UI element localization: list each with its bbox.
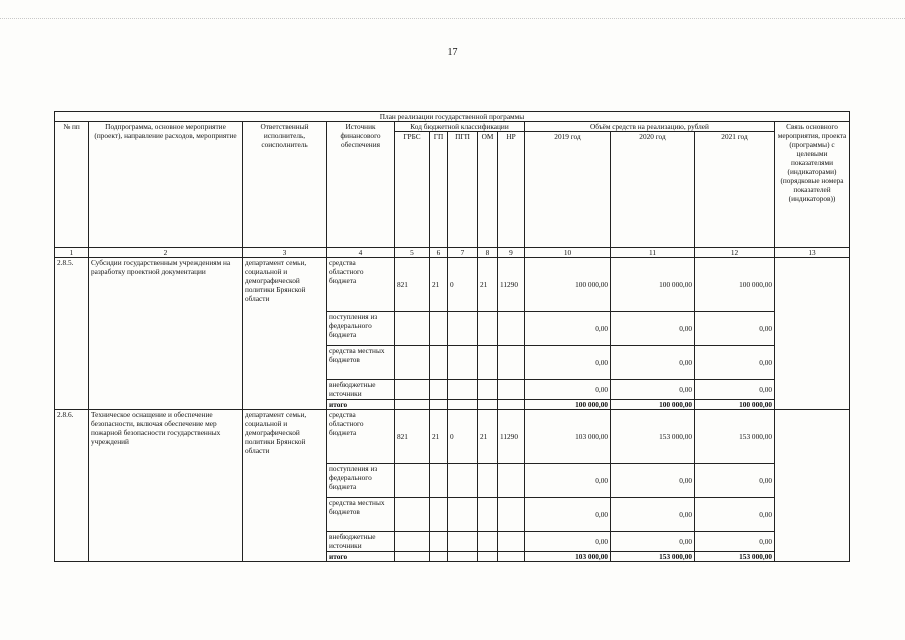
column-number: 4 bbox=[327, 248, 395, 258]
code-pgp bbox=[448, 380, 478, 400]
code-om bbox=[478, 498, 498, 532]
column-number: 6 bbox=[430, 248, 448, 258]
amount-2020: 0,00 bbox=[611, 312, 695, 346]
header-2019: 2019 год bbox=[525, 132, 611, 248]
column-number: 3 bbox=[243, 248, 327, 258]
funding-source: средства местных бюджетов bbox=[327, 498, 395, 532]
header-pgp: ПГП bbox=[448, 132, 478, 248]
amount-2021: 0,00 bbox=[695, 464, 775, 498]
code-grbs bbox=[395, 312, 430, 346]
amount-2020: 100 000,00 bbox=[611, 258, 695, 312]
column-number: 2 bbox=[89, 248, 243, 258]
code-om bbox=[478, 312, 498, 346]
amount-2020: 0,00 bbox=[611, 532, 695, 552]
code-np bbox=[498, 312, 525, 346]
header-classification: Код бюджетной классификации bbox=[395, 122, 525, 132]
code-np bbox=[498, 498, 525, 532]
code-gp bbox=[430, 380, 448, 400]
amount-2021: 0,00 bbox=[695, 312, 775, 346]
item-number: 2.8.5. bbox=[55, 258, 89, 410]
amount-2020: 0,00 bbox=[611, 380, 695, 400]
code-np bbox=[498, 346, 525, 380]
amount-2020: 153 000,00 bbox=[611, 552, 695, 562]
table-title: План реализации государственной программы bbox=[55, 112, 850, 122]
header-grbs: ГРБС bbox=[395, 132, 430, 248]
item-responsible: департамент семьи, социальной и демографической политики Брянской области bbox=[243, 410, 327, 562]
code-pgp bbox=[448, 464, 478, 498]
code-pgp: 0 bbox=[448, 410, 478, 464]
code-om: 21 bbox=[478, 410, 498, 464]
code-pgp bbox=[448, 532, 478, 552]
amount-2020: 0,00 bbox=[611, 346, 695, 380]
amount-2021: 0,00 bbox=[695, 498, 775, 532]
amount-2019: 103 000,00 bbox=[525, 410, 611, 464]
header-volume: Объём средств на реализацию, рублей bbox=[525, 122, 775, 132]
column-number: 9 bbox=[498, 248, 525, 258]
code-gp bbox=[430, 346, 448, 380]
code-grbs bbox=[395, 532, 430, 552]
header-np: НР bbox=[498, 132, 525, 248]
code-grbs: 821 bbox=[395, 258, 430, 312]
header-num: № пп bbox=[55, 122, 89, 248]
code-om bbox=[478, 532, 498, 552]
column-number: 5 bbox=[395, 248, 430, 258]
amount-2019: 0,00 bbox=[525, 498, 611, 532]
funding-source: средства местных бюджетов bbox=[327, 346, 395, 380]
funding-source: внебюджетные источники bbox=[327, 532, 395, 552]
amount-2019: 100 000,00 bbox=[525, 400, 611, 410]
column-numbers-row bbox=[55, 248, 850, 258]
code-pgp bbox=[448, 346, 478, 380]
code-np: 11290 bbox=[498, 258, 525, 312]
code-grbs bbox=[395, 400, 430, 410]
code-pgp bbox=[448, 312, 478, 346]
code-gp bbox=[430, 552, 448, 562]
code-gp bbox=[430, 464, 448, 498]
amount-2021: 100 000,00 bbox=[695, 258, 775, 312]
amount-2019: 0,00 bbox=[525, 380, 611, 400]
amount-2020: 0,00 bbox=[611, 498, 695, 532]
code-pgp bbox=[448, 552, 478, 562]
column-number: 12 bbox=[695, 248, 775, 258]
amount-2020: 100 000,00 bbox=[611, 400, 695, 410]
column-number: 11 bbox=[611, 248, 695, 258]
funding-source: итого bbox=[327, 400, 395, 410]
code-grbs bbox=[395, 464, 430, 498]
code-pgp bbox=[448, 498, 478, 532]
amount-2021: 153 000,00 bbox=[695, 552, 775, 562]
code-gp: 21 bbox=[430, 410, 448, 464]
amount-2021: 153 000,00 bbox=[695, 410, 775, 464]
column-number: 1 bbox=[55, 248, 89, 258]
code-om bbox=[478, 380, 498, 400]
column-number: 8 bbox=[478, 248, 498, 258]
item-name: Техническое оснащение и обеспечение безопасности, включая обеспечение мер пожарной безопасности государственных учреждений bbox=[89, 410, 243, 562]
code-np bbox=[498, 464, 525, 498]
amount-2019: 103 000,00 bbox=[525, 552, 611, 562]
scan-top-edge bbox=[0, 18, 905, 19]
amount-2019: 100 000,00 bbox=[525, 258, 611, 312]
item-name: Субсидии государственным учреждениям на разработку проектной документации bbox=[89, 258, 243, 410]
amount-2021: 0,00 bbox=[695, 346, 775, 380]
funding-source: поступления из федерального бюджета bbox=[327, 464, 395, 498]
funding-source: итого bbox=[327, 552, 395, 562]
code-gp bbox=[430, 498, 448, 532]
amount-2019: 0,00 bbox=[525, 532, 611, 552]
funding-source: средства областного бюджета bbox=[327, 410, 395, 464]
funding-source: внебюджетные источники bbox=[327, 380, 395, 400]
header-source: Источник финансового обеспечения bbox=[327, 122, 395, 248]
code-pgp: 0 bbox=[448, 258, 478, 312]
code-np: 11290 bbox=[498, 410, 525, 464]
code-gp bbox=[430, 532, 448, 552]
header-gp: ГП bbox=[430, 132, 448, 248]
code-grbs bbox=[395, 346, 430, 380]
code-np bbox=[498, 532, 525, 552]
code-gp bbox=[430, 312, 448, 346]
indicator-link bbox=[775, 410, 850, 562]
column-number: 7 bbox=[448, 248, 478, 258]
header-link: Связь основного мероприятия, проекта (программы) с целевыми показателями (индикаторами) (порядковые номера показателей (индикаторов)) bbox=[775, 122, 850, 248]
code-np bbox=[498, 400, 525, 410]
code-grbs bbox=[395, 552, 430, 562]
amount-2020: 0,00 bbox=[611, 464, 695, 498]
table-row bbox=[55, 410, 850, 464]
item-number: 2.8.6. bbox=[55, 410, 89, 562]
funding-source: средства областного бюджета bbox=[327, 258, 395, 312]
header-2021: 2021 год bbox=[695, 132, 775, 248]
indicator-link bbox=[775, 258, 850, 410]
amount-2021: 0,00 bbox=[695, 380, 775, 400]
funding-source: поступления из федерального бюджета bbox=[327, 312, 395, 346]
code-om bbox=[478, 400, 498, 410]
amount-2019: 0,00 bbox=[525, 464, 611, 498]
page-number: 17 bbox=[447, 47, 458, 58]
header-2020: 2020 год bbox=[611, 132, 695, 248]
amount-2021: 100 000,00 bbox=[695, 400, 775, 410]
code-om bbox=[478, 346, 498, 380]
column-number: 10 bbox=[525, 248, 611, 258]
amount-2021: 0,00 bbox=[695, 532, 775, 552]
code-grbs bbox=[395, 380, 430, 400]
amount-2020: 153 000,00 bbox=[611, 410, 695, 464]
table-row bbox=[55, 258, 850, 312]
header-subprogram: Подпрограмма, основное мероприятие (проект), направление расходов, мероприятие bbox=[89, 122, 243, 248]
code-np bbox=[498, 380, 525, 400]
code-pgp bbox=[448, 400, 478, 410]
header-responsible: Ответственный исполнитель, соисполнитель bbox=[243, 122, 327, 248]
code-grbs: 821 bbox=[395, 410, 430, 464]
code-grbs bbox=[395, 498, 430, 532]
item-responsible: департамент семьи, социальной и демографической политики Брянской области bbox=[243, 258, 327, 410]
amount-2019: 0,00 bbox=[525, 346, 611, 380]
code-gp: 21 bbox=[430, 258, 448, 312]
header-om: ОМ bbox=[478, 132, 498, 248]
code-om bbox=[478, 552, 498, 562]
amount-2019: 0,00 bbox=[525, 312, 611, 346]
code-gp bbox=[430, 400, 448, 410]
code-om bbox=[478, 464, 498, 498]
column-number: 13 bbox=[775, 248, 850, 258]
implementation-plan-table bbox=[54, 111, 850, 562]
code-np bbox=[498, 552, 525, 562]
code-om: 21 bbox=[478, 258, 498, 312]
